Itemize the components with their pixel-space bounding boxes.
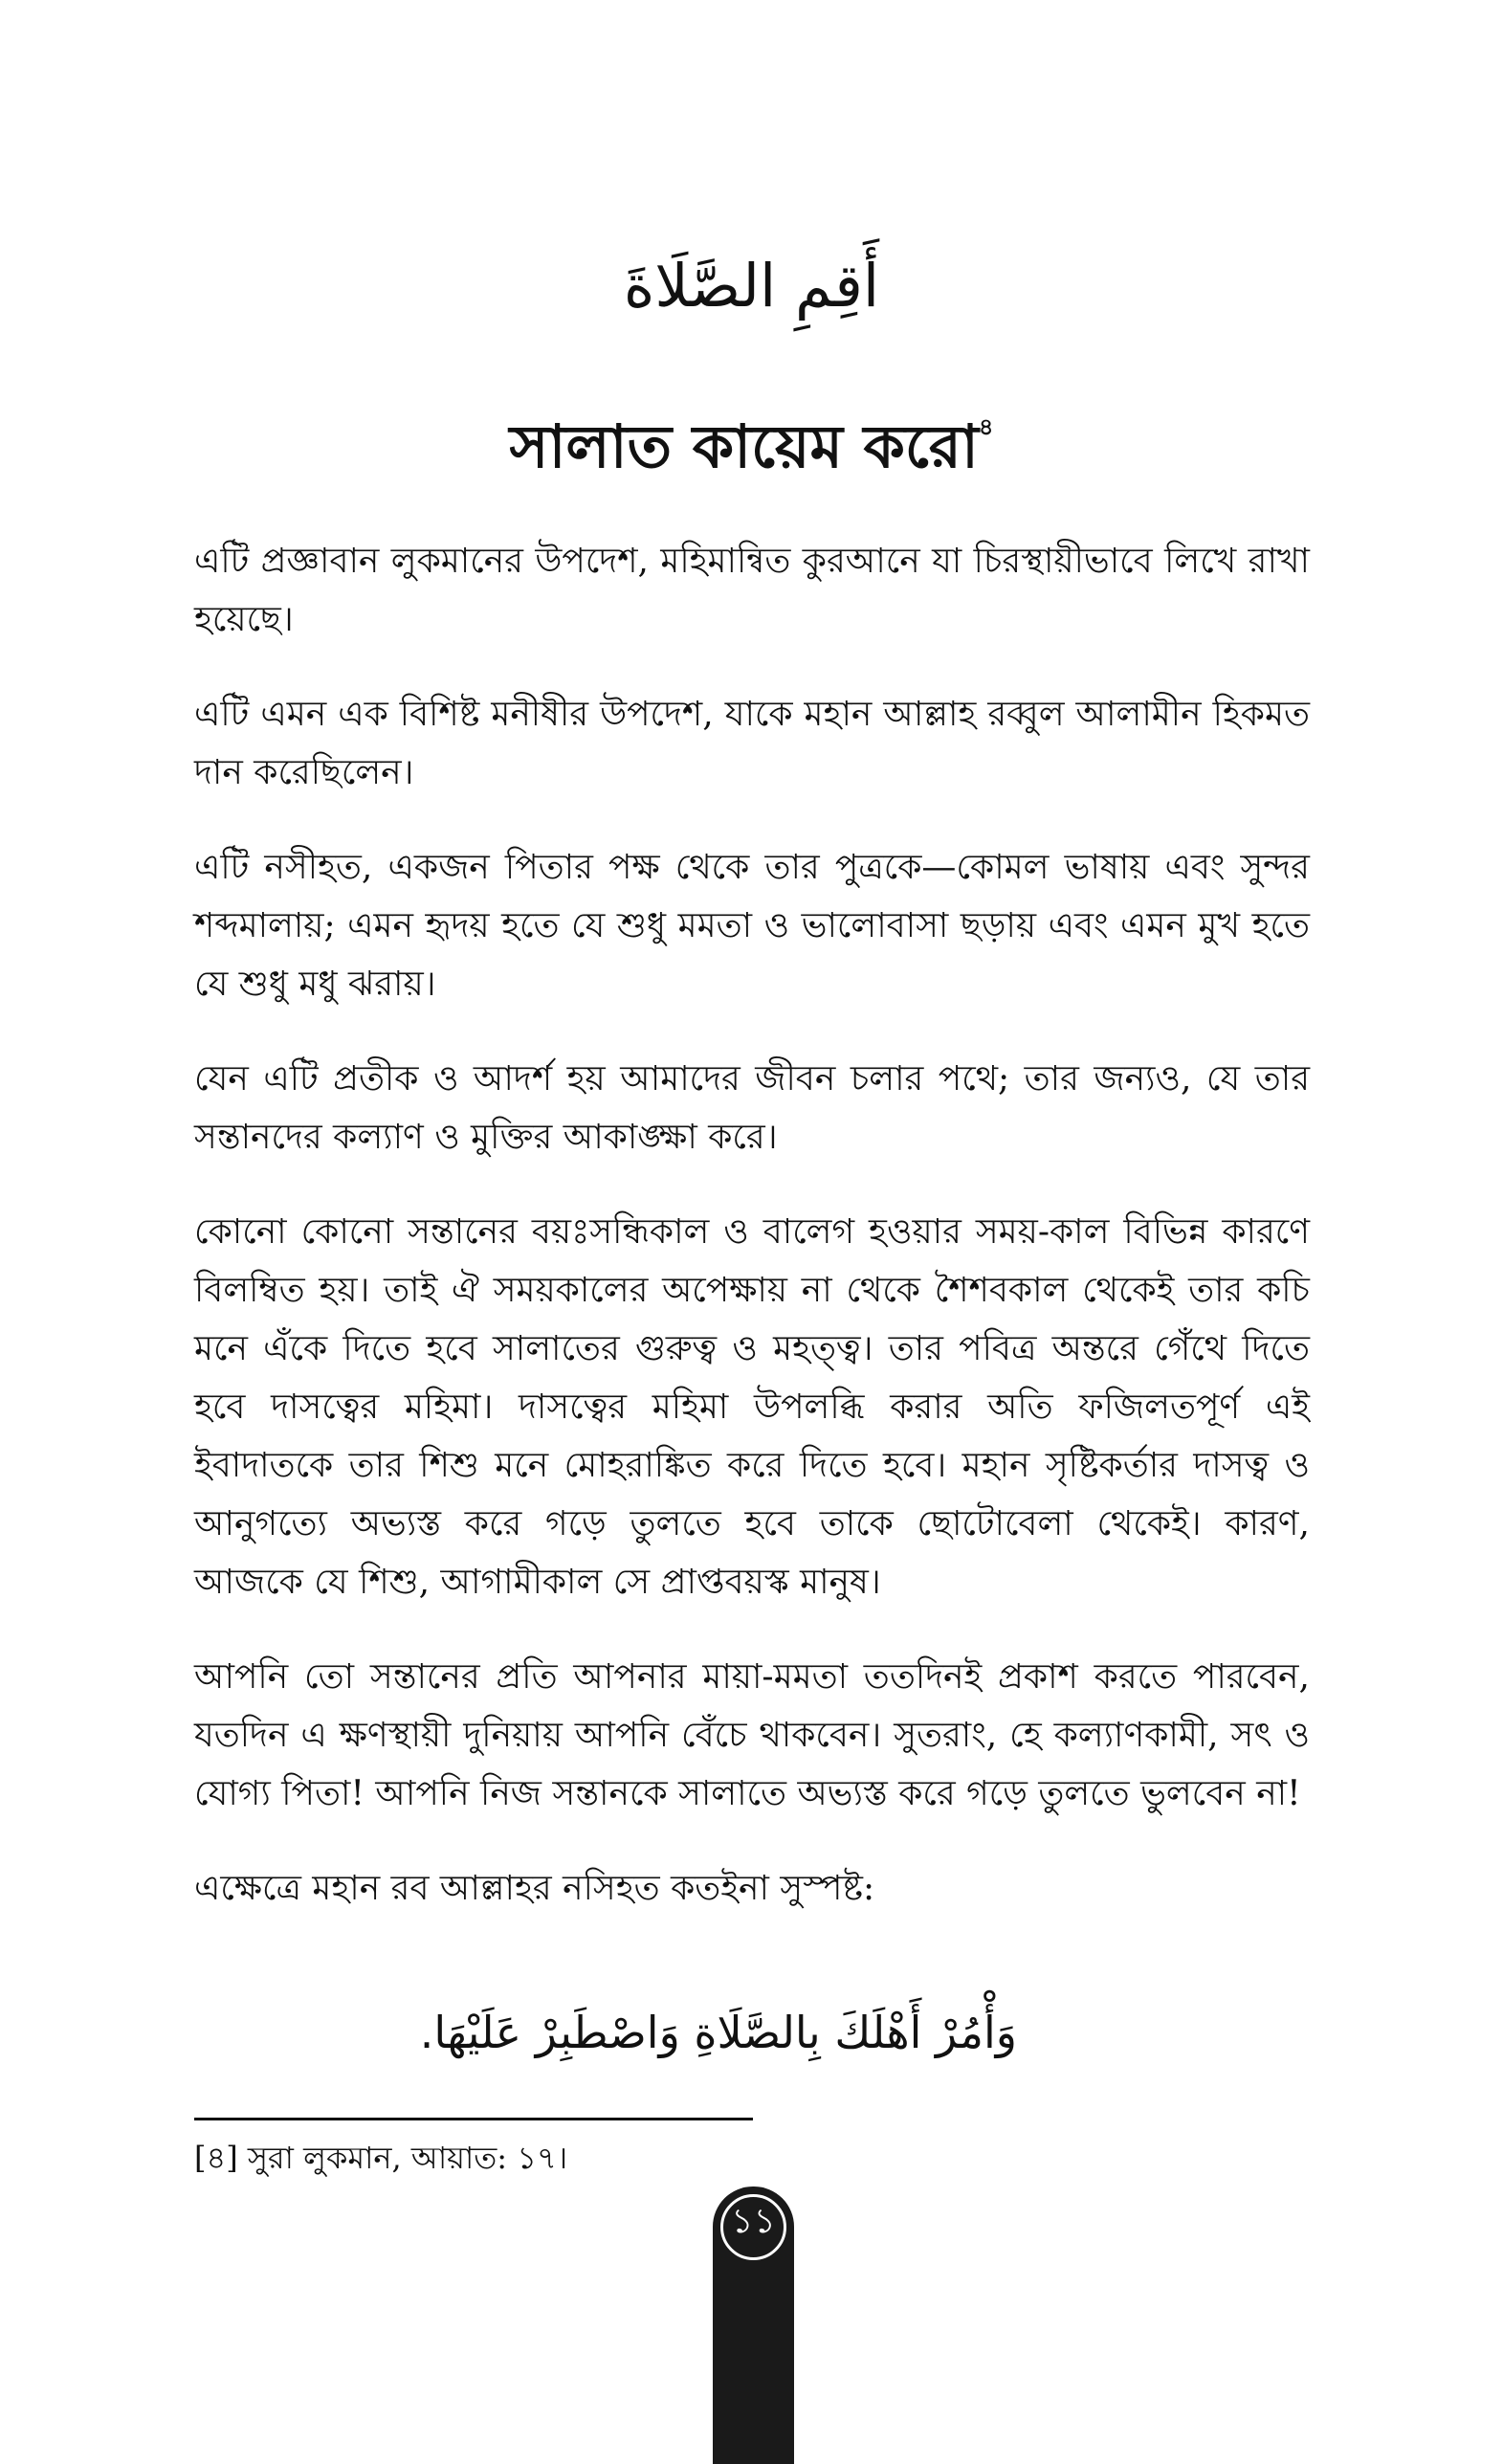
paragraph: আপনি তো সন্তানের প্রতি আপনার মায়া-মমতা ততদিনই প্রকাশ করতে পারবেন, যতদিন এ ক্ষণস্থায়ী দুনিয়ায় আপনি বেঁচে থাকবেন। সুতরাং, হে কল্যাণকামী, সৎ ও যোগ্য পিতা! আপনি নিজ সন্তানকে সালাতে অভ্যস্ত করে গড়ে তুলতে ভুলবেন না!: [194, 1657, 1310, 1813]
arabic-heading: أَقِمِ الصَّلَاةَ: [623, 251, 880, 321]
paragraph: এটি এমন এক বিশিষ্ট মনীষীর উপদেশ, যাকে মহান আল্লাহ রব্বুল আলামীন হিকমত দান করেছিলেন।: [194, 695, 1310, 792]
page-number: ১১: [731, 2202, 776, 2241]
paragraph: এটি প্রজ্ঞাবান লুকমানের উপদেশ, মহিমান্বিত কুরআনে যা চিরস্থায়ীভাবে লিখে রাখা হয়েছে।: [194, 542, 1310, 639]
footnote: [৪] সুরা লুকমান, আয়াত: ১৭।: [194, 2140, 568, 2176]
paragraph: এক্ষেত্রে মহান রব আল্লাহর নসিহত কতইনা সুস্পষ্ট:: [194, 1869, 875, 1908]
paragraph: কোনো কোনো সন্তানের বয়ঃসন্ধিকাল ও বালেগ হওয়ার সময়-কাল বিভিন্ন কারণে বিলম্বিত হয়। তাই ঐ সময়কালের অপেক্ষায় না থেকে শৈশবকাল থেকেই তার কচি মনে এঁকে দিতে হবে সালাতের গুরুত্ব ও মহত্ত্ব। তার পবিত্র অন্তরে গেঁথে দিতে হবে দাসত্বের মহিমা। দাসত্বের মহিমা উপলব্ধি করার অতি ফজিলতপূর্ণ এই ইবাদাতকে তার শিশু মনে মোহরাঙ্কিত করে দিতে হবে। মহান সৃষ্টিকর্তার দাসত্ব ও আনুগত্যে অভ্যস্ত করে গড়ে তুলতে হবে তাকে ছোটোবেলা থেকেই। কারণ, আজকে যে শিশু, আগামীকাল সে প্রাপ্তবয়স্ক মানুষ।: [194, 1212, 1310, 1602]
paragraph: যেন এটি প্রতীক ও আদর্শ হয় আমাদের জীবন চলার পথে; তার জন্যও, যে তার সন্তানদের কল্যাণ ও মুক্তির আকাঙ্ক্ষা করে।: [194, 1059, 1310, 1157]
page-number-tab: [713, 2187, 794, 2464]
chapter-title-text: সালাত কায়েম করো: [509, 411, 979, 481]
footnote-divider: [194, 2118, 753, 2120]
quran-ayah: وَأْمُرْ أَهْلَكَ بِالصَّلَاةِ وَاصْطَبِرْ عَلَيْهَا.: [419, 2007, 1017, 2058]
paragraph: এটি নসীহত, একজন পিতার পক্ষ থেকে তার পুত্রকে—কোমল ভাষায় এবং সুন্দর শব্দমালায়; এমন হৃদয় হতে যে শুধু মমতা ও ভালোবাসা ছড়ায় এবং এমন মুখ হতে যে শুধু মধু ঝরায়।: [194, 848, 1310, 1004]
chapter-title: [0, 411, 1503, 482]
footnote-marker[interactable]: ৪: [978, 413, 994, 440]
body-text: [194, 532, 1310, 1954]
